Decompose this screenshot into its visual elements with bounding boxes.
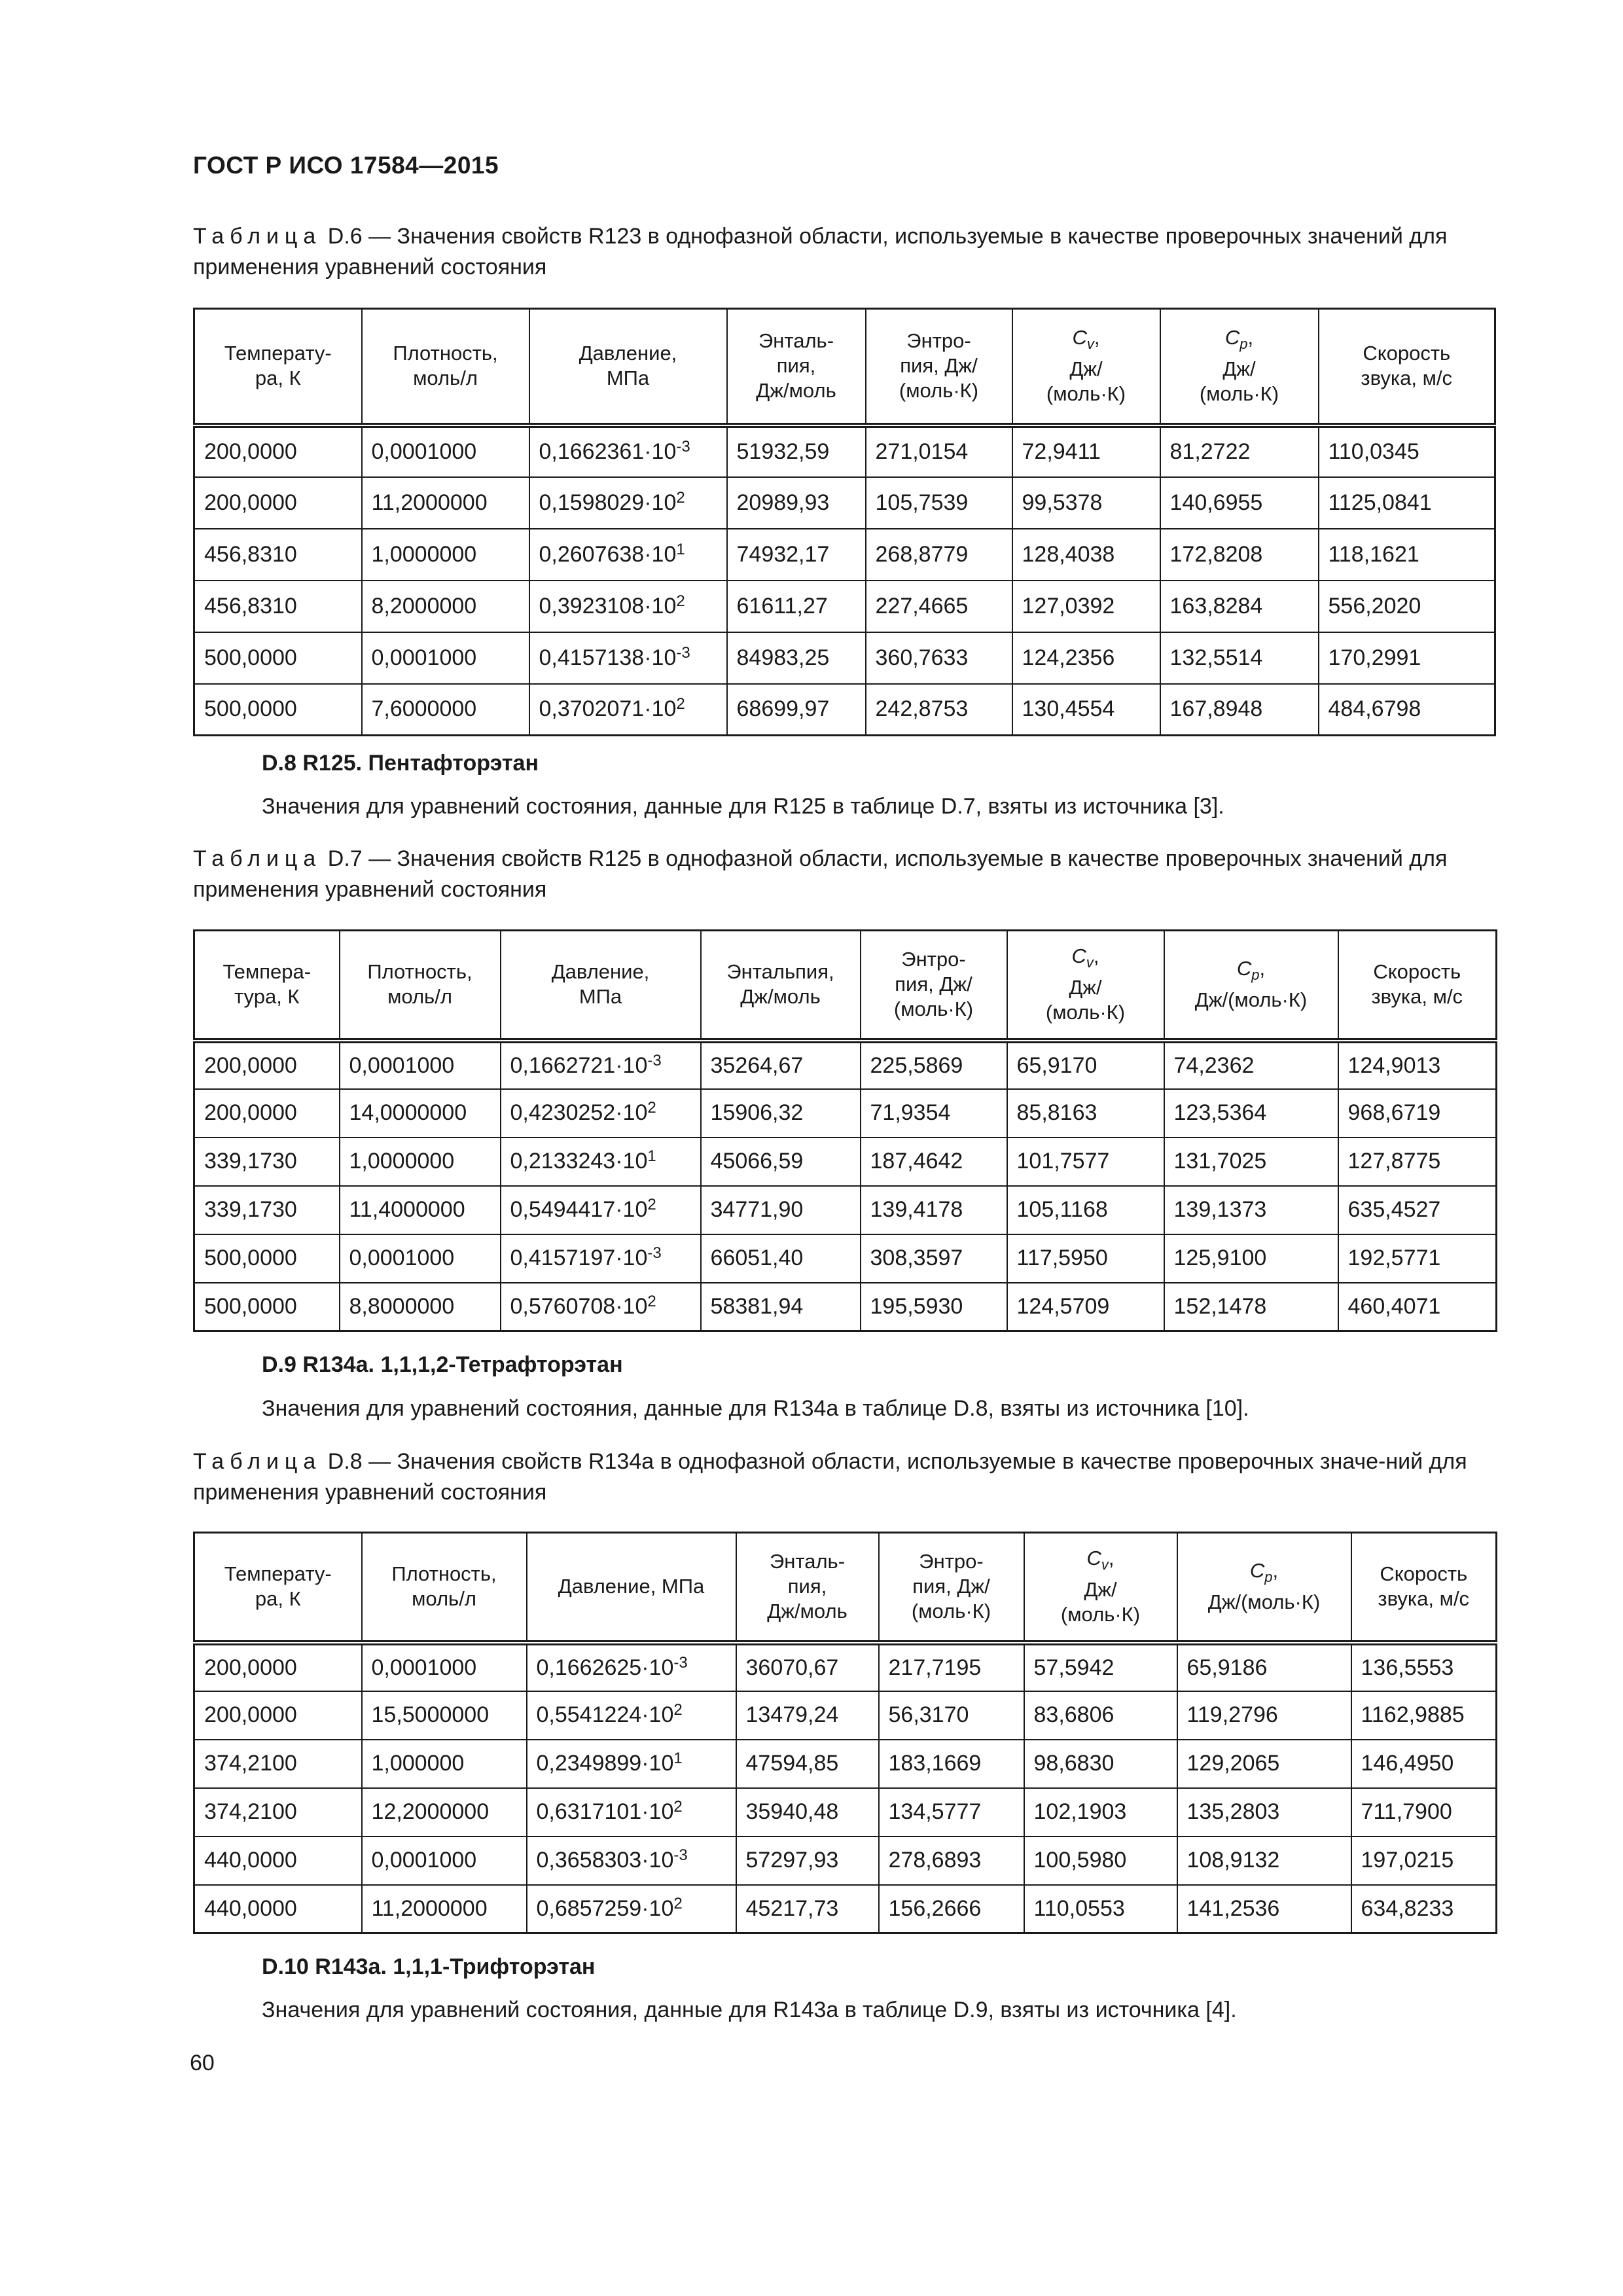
table-row bbox=[194, 1234, 1497, 1283]
table-cell: 130,4554 bbox=[1012, 684, 1160, 736]
document-header: ГОСТ Р ИСО 17584—2015 bbox=[193, 152, 499, 179]
section-title-d10: D.10 R143a. 1,1,1-Трифторэтан bbox=[262, 1954, 596, 1979]
column-header: Плотность, моль/л bbox=[362, 1533, 527, 1643]
table-cell: 110,0345 bbox=[1319, 425, 1495, 477]
table-cell: 11,2000000 bbox=[362, 477, 529, 529]
table-cell: 711,7900 bbox=[1351, 1788, 1497, 1837]
symbol-subscript: p bbox=[1251, 967, 1260, 984]
caption-text: D.6 — Значения свойств R123 в однофазной области, используемые в качестве проверочных значений для применения уравнений состояния bbox=[193, 224, 1448, 279]
table-cell: 84983,25 bbox=[727, 632, 866, 684]
table-cell: 374,2100 bbox=[194, 1740, 362, 1788]
table-cell: 7,6000000 bbox=[362, 684, 529, 736]
table-cell: 85,8163 bbox=[1007, 1089, 1164, 1138]
table-cell: 12,2000000 bbox=[362, 1788, 527, 1837]
table-cell: 197,0215 bbox=[1351, 1837, 1497, 1885]
table-cell: 156,2666 bbox=[879, 1885, 1024, 1933]
table-row bbox=[194, 1643, 1497, 1691]
table-cell: 139,4178 bbox=[861, 1186, 1007, 1234]
table-row bbox=[194, 1089, 1497, 1138]
table-cell: 66051,40 bbox=[701, 1234, 861, 1283]
symbol: $C_p$ bbox=[1249, 1559, 1273, 1586]
column-header: Энтро- пия, Дж/ (моль·К) bbox=[866, 309, 1012, 425]
column-header: Температу- ра, К bbox=[194, 1533, 362, 1643]
table-caption-d8 bbox=[193, 1446, 1495, 1508]
table-cell: 500,0000 bbox=[194, 1283, 340, 1331]
table-row bbox=[194, 684, 1495, 736]
table-cell: $0,2607638\cdot 10^1$ bbox=[529, 529, 727, 581]
column-header: $C_v$, Дж/ (моль·К) bbox=[1024, 1533, 1177, 1643]
symbol: $C_p$ bbox=[1236, 957, 1260, 984]
table-row bbox=[194, 477, 1495, 529]
table-cell: 34771,90 bbox=[701, 1186, 861, 1234]
table-cell: 1,000000 bbox=[362, 1740, 527, 1788]
table-cell: 500,0000 bbox=[194, 684, 362, 736]
table-cell: 102,1903 bbox=[1024, 1788, 1177, 1837]
table-cell: 11,4000000 bbox=[340, 1186, 501, 1234]
table-cell: 172,8208 bbox=[1160, 529, 1319, 581]
table-cell: 45066,59 bbox=[701, 1138, 861, 1186]
table-cell: $0,4230252\cdot 10^2$ bbox=[501, 1089, 701, 1138]
symbol-subscript: v bbox=[1086, 336, 1094, 353]
table-cell: 74,2362 bbox=[1164, 1041, 1338, 1089]
table-cell: 163,8284 bbox=[1160, 581, 1319, 632]
section-text-d8: Значения для уравнений состояния, данные для R125 в таблице D.7, взяты из источника [3]. bbox=[262, 794, 1224, 819]
table-cell: 227,4665 bbox=[866, 581, 1012, 632]
table-row bbox=[194, 529, 1495, 581]
column-header: $C_p$, Дж/(моль·К) bbox=[1164, 931, 1338, 1041]
table-cell: 500,0000 bbox=[194, 1234, 340, 1283]
table-header-row bbox=[194, 309, 1495, 425]
table-cell: 200,0000 bbox=[194, 477, 362, 529]
column-header: Плотность, моль/л bbox=[362, 309, 529, 425]
exponent: 2 bbox=[676, 695, 685, 713]
table-cell: 99,5378 bbox=[1012, 477, 1160, 529]
table-cell: 128,4038 bbox=[1012, 529, 1160, 581]
table-cell: 35264,67 bbox=[701, 1041, 861, 1089]
table-cell: $0,5541224\cdot 10^2$ bbox=[527, 1691, 736, 1740]
table-cell: $0,4157197\cdot 10^{-3}$ bbox=[501, 1234, 701, 1283]
table-cell: 484,6798 bbox=[1319, 684, 1495, 736]
table-cell: 271,0154 bbox=[866, 425, 1012, 477]
symbol-subscript: p bbox=[1264, 1569, 1273, 1586]
table-cell: 132,5514 bbox=[1160, 632, 1319, 684]
column-header: Скорость звука, м/с bbox=[1351, 1533, 1497, 1643]
column-header: Плотность, моль/л bbox=[340, 931, 501, 1041]
table-row bbox=[194, 1691, 1497, 1740]
column-header: Скорость звука, м/с bbox=[1338, 931, 1497, 1041]
table-row bbox=[194, 1138, 1497, 1186]
table-cell: 108,9132 bbox=[1177, 1837, 1351, 1885]
table-cell: 140,6955 bbox=[1160, 477, 1319, 529]
table-cell: 339,1730 bbox=[194, 1186, 340, 1234]
page-number: 60 bbox=[190, 2051, 215, 2075]
section-text-d10: Значения для уравнений состояния, данные для R143a в таблице D.9, взяты из источника [4]. bbox=[262, 1998, 1237, 2022]
exponent: 2 bbox=[647, 1292, 656, 1310]
table-cell: 58381,94 bbox=[701, 1283, 861, 1331]
table-cell: 339,1730 bbox=[194, 1138, 340, 1186]
exponent: 2 bbox=[647, 1099, 656, 1117]
symbol: $C_v$ bbox=[1072, 326, 1094, 353]
column-header: $C_v$, Дж/ (моль·К) bbox=[1007, 931, 1164, 1041]
exponent: 1 bbox=[647, 1147, 656, 1165]
table-cell: 134,5777 bbox=[879, 1788, 1024, 1837]
table-cell: 14,0000000 bbox=[340, 1089, 501, 1138]
table-cell: 20989,93 bbox=[727, 477, 866, 529]
column-header: Давление, МПа bbox=[529, 309, 727, 425]
table-cell: 57297,93 bbox=[736, 1837, 879, 1885]
table-cell: $0,2133243\cdot 10^1$ bbox=[501, 1138, 701, 1186]
table-cell: 1,0000000 bbox=[340, 1138, 501, 1186]
column-header: Темпера- тура, К bbox=[194, 931, 340, 1041]
table-cell: 124,2356 bbox=[1012, 632, 1160, 684]
table-cell: 968,6719 bbox=[1338, 1089, 1497, 1138]
exponent: 2 bbox=[647, 1196, 656, 1213]
table-row bbox=[194, 581, 1495, 632]
table-cell: 35940,48 bbox=[736, 1788, 879, 1837]
table-cell: 71,9354 bbox=[861, 1089, 1007, 1138]
table-cell: $0,6857259\cdot 10^2$ bbox=[527, 1885, 736, 1933]
table-cell: 110,0553 bbox=[1024, 1885, 1177, 1933]
column-header: Энталь- пия, Дж/моль bbox=[736, 1533, 879, 1643]
table-cell: 217,7195 bbox=[879, 1643, 1024, 1691]
table-cell: 278,6893 bbox=[879, 1837, 1024, 1885]
table-cell: $0,3702071\cdot 10^2$ bbox=[529, 684, 727, 736]
table-cell: 98,6830 bbox=[1024, 1740, 1177, 1788]
table-cell: $0,5760708\cdot 10^2$ bbox=[501, 1283, 701, 1331]
symbol: $C_v$ bbox=[1071, 944, 1094, 971]
table-cell: 0,0001000 bbox=[362, 1643, 527, 1691]
table-cell: $0,1598029\cdot 10^2$ bbox=[529, 477, 727, 529]
column-header: Скорость звука, м/с bbox=[1319, 309, 1495, 425]
exponent: 2 bbox=[673, 1798, 683, 1816]
table-cell: 183,1669 bbox=[879, 1740, 1024, 1788]
column-header: $C_p$, Дж/(моль·К) bbox=[1177, 1533, 1351, 1643]
symbol: $C_p$ bbox=[1224, 326, 1248, 353]
table-cell: $0,1662721\cdot 10^{-3}$ bbox=[501, 1041, 701, 1089]
table-d6 bbox=[193, 308, 1496, 736]
column-header: Давление, МПа bbox=[501, 931, 701, 1041]
exponent: -3 bbox=[676, 438, 690, 456]
table-row bbox=[194, 1041, 1497, 1089]
table-cell: 308,3597 bbox=[861, 1234, 1007, 1283]
caption-label: Таблица bbox=[193, 1449, 322, 1474]
table-cell: $0,4157138\cdot 10^{-3}$ bbox=[529, 632, 727, 684]
exponent: -3 bbox=[676, 643, 690, 662]
table-cell: 374,2100 bbox=[194, 1788, 362, 1837]
table-cell: 57,5942 bbox=[1024, 1643, 1177, 1691]
table-cell: 556,2020 bbox=[1319, 581, 1495, 632]
table-cell: 1162,9885 bbox=[1351, 1691, 1497, 1740]
table-cell: 139,1373 bbox=[1164, 1186, 1338, 1234]
column-header: $C_v$, Дж/ (моль·К) bbox=[1012, 309, 1160, 425]
table-cell: 242,8753 bbox=[866, 684, 1012, 736]
section-title-d8: D.8 R125. Пентафторэтан bbox=[262, 751, 539, 776]
section-text-d9: Значения для уравнений состояния, данные для R134a в таблице D.8, взяты из источника [10]. bbox=[262, 1396, 1249, 1421]
table-cell: 635,4527 bbox=[1338, 1186, 1497, 1234]
table-cell: 65,9170 bbox=[1007, 1041, 1164, 1089]
caption-text: D.7 — Значения свойств R125 в однофазной области, используемые в качестве проверочных значений для применения уравнений состояния bbox=[193, 846, 1448, 902]
section-title-d9: D.9 R134a. 1,1,1,2-Тетрафторэтан bbox=[262, 1352, 623, 1377]
table-cell: 460,4071 bbox=[1338, 1283, 1497, 1331]
exponent: -3 bbox=[673, 1846, 688, 1864]
table-cell: 117,5950 bbox=[1007, 1234, 1164, 1283]
table-row bbox=[194, 1186, 1497, 1234]
table-cell: 170,2991 bbox=[1319, 632, 1495, 684]
table-cell: 51932,59 bbox=[727, 425, 866, 477]
table-cell: 56,3170 bbox=[879, 1691, 1024, 1740]
table-cell: 0,0001000 bbox=[362, 1837, 527, 1885]
exponent: 1 bbox=[676, 540, 685, 558]
table-cell: 47594,85 bbox=[736, 1740, 879, 1788]
table-d7 bbox=[193, 929, 1497, 1332]
table-cell: 119,2796 bbox=[1177, 1691, 1351, 1740]
table-cell: 0,0001000 bbox=[362, 425, 529, 477]
column-header: Температу- ра, К bbox=[194, 309, 362, 425]
table-cell: 105,1168 bbox=[1007, 1186, 1164, 1234]
table-cell: $0,6317101\cdot 10^2$ bbox=[527, 1788, 736, 1837]
symbol-subscript: v bbox=[1101, 1556, 1109, 1573]
table-cell: 8,8000000 bbox=[340, 1283, 501, 1331]
exponent: 2 bbox=[673, 1894, 683, 1912]
table-cell: 8,2000000 bbox=[362, 581, 529, 632]
exponent: -3 bbox=[647, 1051, 662, 1069]
table-d8 bbox=[193, 1532, 1497, 1934]
table-cell: 440,0000 bbox=[194, 1837, 362, 1885]
table-cell: 268,8779 bbox=[866, 529, 1012, 581]
table-row bbox=[194, 1885, 1497, 1933]
table-row bbox=[194, 632, 1495, 684]
table-row bbox=[194, 425, 1495, 477]
table-cell: 127,8775 bbox=[1338, 1138, 1497, 1186]
table-cell: 100,5980 bbox=[1024, 1837, 1177, 1885]
table-row bbox=[194, 1788, 1497, 1837]
table-cell: 634,8233 bbox=[1351, 1885, 1497, 1933]
table-cell: 74932,17 bbox=[727, 529, 866, 581]
column-header: Энталь- пия, Дж/моль bbox=[727, 309, 866, 425]
table-cell: 456,8310 bbox=[194, 529, 362, 581]
table-cell: 146,4950 bbox=[1351, 1740, 1497, 1788]
table-cell: 1,0000000 bbox=[362, 529, 529, 581]
table-cell: 11,2000000 bbox=[362, 1885, 527, 1933]
table-cell: 105,7539 bbox=[866, 477, 1012, 529]
column-header: Давление, МПа bbox=[527, 1533, 736, 1643]
table-cell: 72,9411 bbox=[1012, 425, 1160, 477]
table-cell: 152,1478 bbox=[1164, 1283, 1338, 1331]
table-cell: 0,0001000 bbox=[340, 1234, 501, 1283]
table-cell: 360,7633 bbox=[866, 632, 1012, 684]
table-cell: 500,0000 bbox=[194, 632, 362, 684]
table-cell: 187,4642 bbox=[861, 1138, 1007, 1186]
table-cell: 124,9013 bbox=[1338, 1041, 1497, 1089]
table-cell: 456,8310 bbox=[194, 581, 362, 632]
table-caption-d7 bbox=[193, 844, 1495, 905]
exponent: -3 bbox=[673, 1653, 688, 1672]
table-cell: 0,0001000 bbox=[340, 1041, 501, 1089]
table-cell: 225,5869 bbox=[861, 1041, 1007, 1089]
exponent: 2 bbox=[676, 592, 685, 610]
caption-text: D.8 — Значения свойств R134a в однофазной области, используемые в качестве проверочных значе-ний для применения уравнений состояния bbox=[193, 1449, 1467, 1505]
table-row bbox=[194, 1283, 1497, 1331]
exponent: 1 bbox=[673, 1749, 683, 1767]
table-cell: 83,6806 bbox=[1024, 1691, 1177, 1740]
caption-label: Таблица bbox=[193, 224, 322, 249]
exponent: -3 bbox=[647, 1244, 662, 1262]
symbol-subscript: v bbox=[1086, 954, 1094, 971]
symbol: $C_v$ bbox=[1086, 1547, 1109, 1573]
table-header-row bbox=[194, 1533, 1497, 1643]
symbol-subscript: p bbox=[1240, 336, 1248, 353]
table-cell: 127,0392 bbox=[1012, 581, 1160, 632]
table-cell: 135,2803 bbox=[1177, 1788, 1351, 1837]
table-cell: 129,2065 bbox=[1177, 1740, 1351, 1788]
table-cell: $0,2349899\cdot 10^1$ bbox=[527, 1740, 736, 1788]
table-cell: 200,0000 bbox=[194, 1691, 362, 1740]
table-cell: 200,0000 bbox=[194, 425, 362, 477]
table-cell: 195,5930 bbox=[861, 1283, 1007, 1331]
table-header-row bbox=[194, 931, 1497, 1041]
table-cell: 200,0000 bbox=[194, 1089, 340, 1138]
table-cell: 124,5709 bbox=[1007, 1283, 1164, 1331]
table-cell: 200,0000 bbox=[194, 1041, 340, 1089]
table-cell: 13479,24 bbox=[736, 1691, 879, 1740]
table-cell: $0,1662361\cdot 10^{-3}$ bbox=[529, 425, 727, 477]
table-cell: 125,9100 bbox=[1164, 1234, 1338, 1283]
table-cell: $0,1662625\cdot 10^{-3}$ bbox=[527, 1643, 736, 1691]
column-header: Энтальпия, Дж/моль bbox=[701, 931, 861, 1041]
table-cell: 81,2722 bbox=[1160, 425, 1319, 477]
table-cell: 200,0000 bbox=[194, 1643, 362, 1691]
table-cell: 131,7025 bbox=[1164, 1138, 1338, 1186]
table-cell: 36070,67 bbox=[736, 1643, 879, 1691]
table-cell: 101,7577 bbox=[1007, 1138, 1164, 1186]
column-header: Энтро- пия, Дж/ (моль·К) bbox=[879, 1533, 1024, 1643]
table-cell: $0,3658303\cdot 10^{-3}$ bbox=[527, 1837, 736, 1885]
table-cell: 141,2536 bbox=[1177, 1885, 1351, 1933]
table-cell: 1125,0841 bbox=[1319, 477, 1495, 529]
table-cell: 61611,27 bbox=[727, 581, 866, 632]
table-cell: 167,8948 bbox=[1160, 684, 1319, 736]
table-cell: 118,1621 bbox=[1319, 529, 1495, 581]
caption-label: Таблица bbox=[193, 846, 322, 871]
table-cell: 65,9186 bbox=[1177, 1643, 1351, 1691]
table-cell: 45217,73 bbox=[736, 1885, 879, 1933]
table-cell: 15906,32 bbox=[701, 1089, 861, 1138]
table-cell: 136,5553 bbox=[1351, 1643, 1497, 1691]
table-cell: 192,5771 bbox=[1338, 1234, 1497, 1283]
table-row bbox=[194, 1837, 1497, 1885]
column-header: Энтро- пия, Дж/ (моль·К) bbox=[861, 931, 1007, 1041]
table-caption-d6 bbox=[193, 221, 1495, 283]
table-cell: 0,0001000 bbox=[362, 632, 529, 684]
table-cell: 68699,97 bbox=[727, 684, 866, 736]
exponent: 2 bbox=[673, 1701, 683, 1719]
table-cell: $0,3923108\cdot 10^2$ bbox=[529, 581, 727, 632]
table-cell: 123,5364 bbox=[1164, 1089, 1338, 1138]
table-cell: 15,5000000 bbox=[362, 1691, 527, 1740]
column-header: $C_p$, Дж/ (моль·К) bbox=[1160, 309, 1319, 425]
table-cell: 440,0000 bbox=[194, 1885, 362, 1933]
exponent: 2 bbox=[676, 488, 685, 507]
table-cell: $0,5494417\cdot 10^2$ bbox=[501, 1186, 701, 1234]
table-row bbox=[194, 1740, 1497, 1788]
